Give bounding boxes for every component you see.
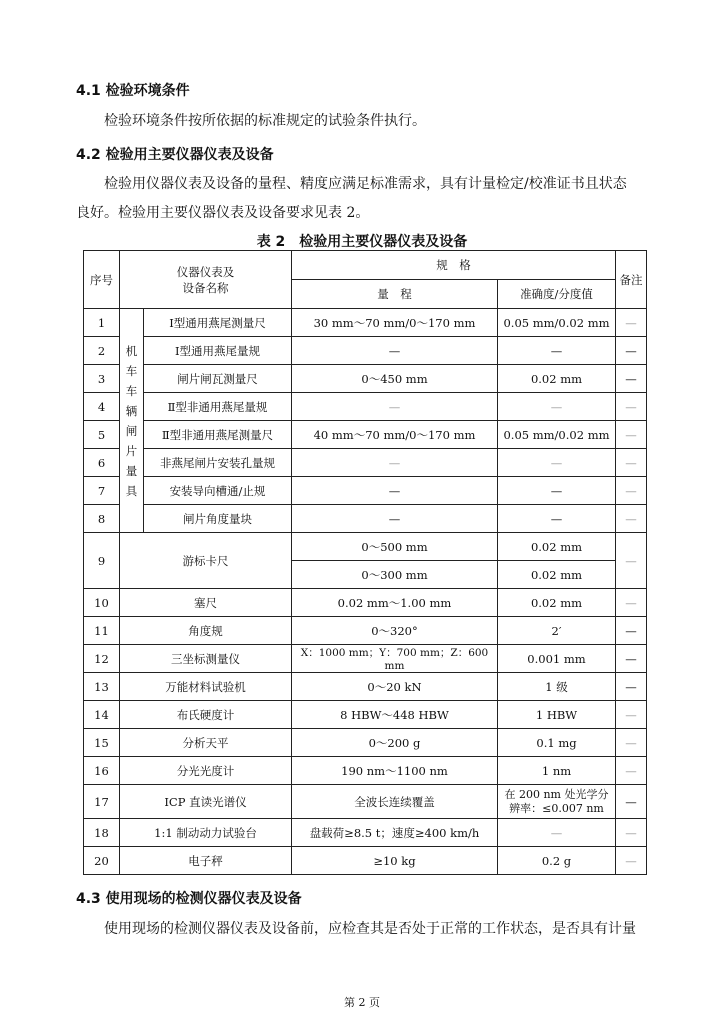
group-label-char: 车 bbox=[125, 363, 138, 378]
table-row bbox=[84, 421, 647, 449]
table-row bbox=[84, 589, 647, 617]
row-remark: — bbox=[616, 847, 647, 875]
row-remark: — bbox=[616, 617, 647, 645]
row-remark: — bbox=[616, 421, 647, 449]
row-range: 0～500 mm bbox=[292, 533, 498, 561]
instrument-table bbox=[83, 250, 647, 875]
row-no: 10 bbox=[84, 589, 120, 617]
table-row bbox=[84, 393, 647, 421]
row-no: 6 bbox=[84, 449, 120, 477]
row-range: 0～200 g bbox=[292, 729, 498, 757]
row-accuracy: 0.05 mm/0.02 mm bbox=[498, 421, 616, 449]
row-no: 4 bbox=[84, 393, 120, 421]
row-range: 190 nm～1100 nm bbox=[292, 757, 498, 785]
row-range: — bbox=[292, 337, 498, 365]
row-remark: — bbox=[616, 533, 647, 589]
row-no: 20 bbox=[84, 847, 120, 875]
row-accuracy: — bbox=[498, 505, 616, 533]
row-name: Ⅰ型通用燕尾量规 bbox=[144, 337, 292, 365]
row-name: 角度规 bbox=[120, 617, 292, 645]
row-accuracy: 0.001 mm bbox=[498, 645, 616, 673]
row-range: ≥10 kg bbox=[292, 847, 498, 875]
table-row bbox=[84, 505, 647, 533]
row-no: 15 bbox=[84, 729, 120, 757]
row-no: 18 bbox=[84, 819, 120, 847]
row-name: 电子秤 bbox=[120, 847, 292, 875]
row-accuracy: — bbox=[498, 337, 616, 365]
header-name bbox=[120, 251, 292, 309]
row-remark: — bbox=[616, 729, 647, 757]
table-row bbox=[84, 785, 647, 819]
group-label-char: 车 bbox=[125, 383, 138, 398]
row-no: 17 bbox=[84, 785, 120, 819]
row-range: — bbox=[292, 477, 498, 505]
header-name-line2: 设备名称 bbox=[182, 280, 229, 295]
table-row bbox=[84, 673, 647, 701]
row-accuracy bbox=[498, 785, 616, 819]
group-label bbox=[120, 309, 144, 533]
row-name: Ⅱ型非通用燕尾量规 bbox=[144, 393, 292, 421]
row-accuracy: 0.02 mm bbox=[498, 561, 616, 589]
row-remark: — bbox=[616, 505, 647, 533]
row-range: X：1000 mm；Y：700 mm；Z：600 mm bbox=[292, 645, 498, 673]
table-row bbox=[84, 365, 647, 393]
row-name: 布氏硬度计 bbox=[120, 701, 292, 729]
table-row bbox=[84, 645, 647, 673]
table-row bbox=[84, 847, 647, 875]
row-remark: — bbox=[616, 701, 647, 729]
group-label-char: 量 bbox=[125, 463, 138, 478]
row-name: ICP 直读光谱仪 bbox=[120, 785, 292, 819]
row-range: 0～450 mm bbox=[292, 365, 498, 393]
section-4-2-text-line2: 良好。检验用主要仪器仪表及设备要求见表 2。 bbox=[76, 205, 370, 221]
row-name: 游标卡尺 bbox=[120, 533, 292, 589]
row-name: 塞尺 bbox=[120, 589, 292, 617]
page-number: 第 2 页 bbox=[344, 996, 380, 1009]
row-no: 13 bbox=[84, 673, 120, 701]
table-row bbox=[84, 617, 647, 645]
section-4-2-text-line1: 检验用仪器仪表及设备的量程、精度应满足标准需求，具有计量检定/校准证书且状态 bbox=[104, 176, 627, 192]
row-no: 11 bbox=[84, 617, 120, 645]
row-remark: — bbox=[616, 309, 647, 337]
row-range: 全波长连续覆盖 bbox=[292, 785, 498, 819]
section-4-3-heading: 4.3 使用现场的检测仪器仪表及设备 bbox=[76, 891, 302, 907]
row-accuracy-line2: 辨率：≤0.007 nm bbox=[509, 801, 604, 815]
row-accuracy: 1 级 bbox=[498, 673, 616, 701]
row-accuracy: 0.1 mg bbox=[498, 729, 616, 757]
row-accuracy: 0.02 mm bbox=[498, 589, 616, 617]
row-name: 闸片角度量块 bbox=[144, 505, 292, 533]
row-no: 16 bbox=[84, 757, 120, 785]
table-row bbox=[84, 757, 647, 785]
row-range: 盘载荷≥8.5 t；速度≥400 km/h bbox=[292, 819, 498, 847]
row-remark: — bbox=[616, 365, 647, 393]
row-range: — bbox=[292, 449, 498, 477]
row-remark: — bbox=[616, 449, 647, 477]
row-remark: — bbox=[616, 819, 647, 847]
row-accuracy: 2′ bbox=[498, 617, 616, 645]
group-label-char: 具 bbox=[125, 483, 138, 498]
row-name: 非燕尾闸片安装孔量规 bbox=[144, 449, 292, 477]
row-remark: — bbox=[616, 477, 647, 505]
header-range: 量 程 bbox=[292, 280, 498, 309]
row-range: 8 HBW～448 HBW bbox=[292, 701, 498, 729]
row-accuracy: 0.02 mm bbox=[498, 533, 616, 561]
row-range: 40 mm～70 mm/0～170 mm bbox=[292, 421, 498, 449]
header-spec: 规 格 bbox=[292, 251, 616, 280]
table-row bbox=[84, 309, 647, 337]
row-accuracy: 0.02 mm bbox=[498, 365, 616, 393]
section-4-1-text: 检验环境条件按所依据的标准规定的试验条件执行。 bbox=[104, 113, 426, 129]
row-remark: — bbox=[616, 757, 647, 785]
row-name: 万能材料试验机 bbox=[120, 673, 292, 701]
row-range: — bbox=[292, 505, 498, 533]
row-name: Ⅱ型非通用燕尾测量尺 bbox=[144, 421, 292, 449]
header-accuracy: 准确度/分度值 bbox=[498, 280, 616, 309]
row-remark: — bbox=[616, 337, 647, 365]
header-remark: 备注 bbox=[616, 251, 647, 309]
table-row bbox=[84, 701, 647, 729]
group-label-char: 闸 bbox=[125, 423, 138, 438]
row-name: 三坐标测量仪 bbox=[120, 645, 292, 673]
row-range: 0～300 mm bbox=[292, 561, 498, 589]
row-accuracy: 1 HBW bbox=[498, 701, 616, 729]
section-4-2-heading: 4.2 检验用主要仪器仪表及设备 bbox=[76, 147, 274, 163]
row-remark: — bbox=[616, 785, 647, 819]
row-range: 30 mm～70 mm/0～170 mm bbox=[292, 309, 498, 337]
row-no: 5 bbox=[84, 421, 120, 449]
row-remark: — bbox=[616, 393, 647, 421]
row-no: 3 bbox=[84, 365, 120, 393]
header-index: 序号 bbox=[84, 251, 120, 309]
table-row bbox=[84, 729, 647, 757]
table-row bbox=[84, 819, 647, 847]
row-range: 0～20 kN bbox=[292, 673, 498, 701]
row-no: 9 bbox=[84, 533, 120, 589]
table-row bbox=[84, 533, 647, 561]
row-range: 0～320° bbox=[292, 617, 498, 645]
row-range: — bbox=[292, 393, 498, 421]
row-name: 分光光度计 bbox=[120, 757, 292, 785]
table-row bbox=[84, 477, 647, 505]
section-4-3-text-line1: 使用现场的检测仪器仪表及设备前，应检查其是否处于正常的工作状态，是否具有计量 bbox=[104, 921, 636, 937]
row-no: 8 bbox=[84, 505, 120, 533]
row-name: 分析天平 bbox=[120, 729, 292, 757]
row-remark: — bbox=[616, 673, 647, 701]
row-name: 1:1 制动动力试验台 bbox=[120, 819, 292, 847]
table-caption: 表 2 检验用主要仪器仪表及设备 bbox=[256, 234, 468, 250]
row-accuracy-line1: 在 200 nm 处光学分 bbox=[504, 787, 609, 801]
table-row bbox=[84, 337, 647, 365]
group-label-char: 辆 bbox=[125, 403, 138, 418]
group-label-char: 机 bbox=[125, 343, 138, 358]
section-4-1-heading: 4.1 检验环境条件 bbox=[76, 83, 190, 99]
row-no: 14 bbox=[84, 701, 120, 729]
table-row bbox=[84, 449, 647, 477]
row-remark: — bbox=[616, 589, 647, 617]
row-accuracy: 0.05 mm/0.02 mm bbox=[498, 309, 616, 337]
row-no: 1 bbox=[84, 309, 120, 337]
row-remark: — bbox=[616, 645, 647, 673]
row-accuracy: — bbox=[498, 477, 616, 505]
row-accuracy: — bbox=[498, 449, 616, 477]
row-no: 12 bbox=[84, 645, 120, 673]
header-name-line1: 仪器仪表及 bbox=[176, 264, 235, 279]
group-label-char: 片 bbox=[125, 443, 138, 458]
row-accuracy: — bbox=[498, 819, 616, 847]
row-no: 2 bbox=[84, 337, 120, 365]
row-no: 7 bbox=[84, 477, 120, 505]
row-name: 安装导向槽通/止规 bbox=[144, 477, 292, 505]
row-name: 闸片闸瓦测量尺 bbox=[144, 365, 292, 393]
row-name: Ⅰ型通用燕尾测量尺 bbox=[144, 309, 292, 337]
row-accuracy: 0.2 g bbox=[498, 847, 616, 875]
row-accuracy: — bbox=[498, 393, 616, 421]
row-accuracy: 1 nm bbox=[498, 757, 616, 785]
row-range: 0.02 mm～1.00 mm bbox=[292, 589, 498, 617]
